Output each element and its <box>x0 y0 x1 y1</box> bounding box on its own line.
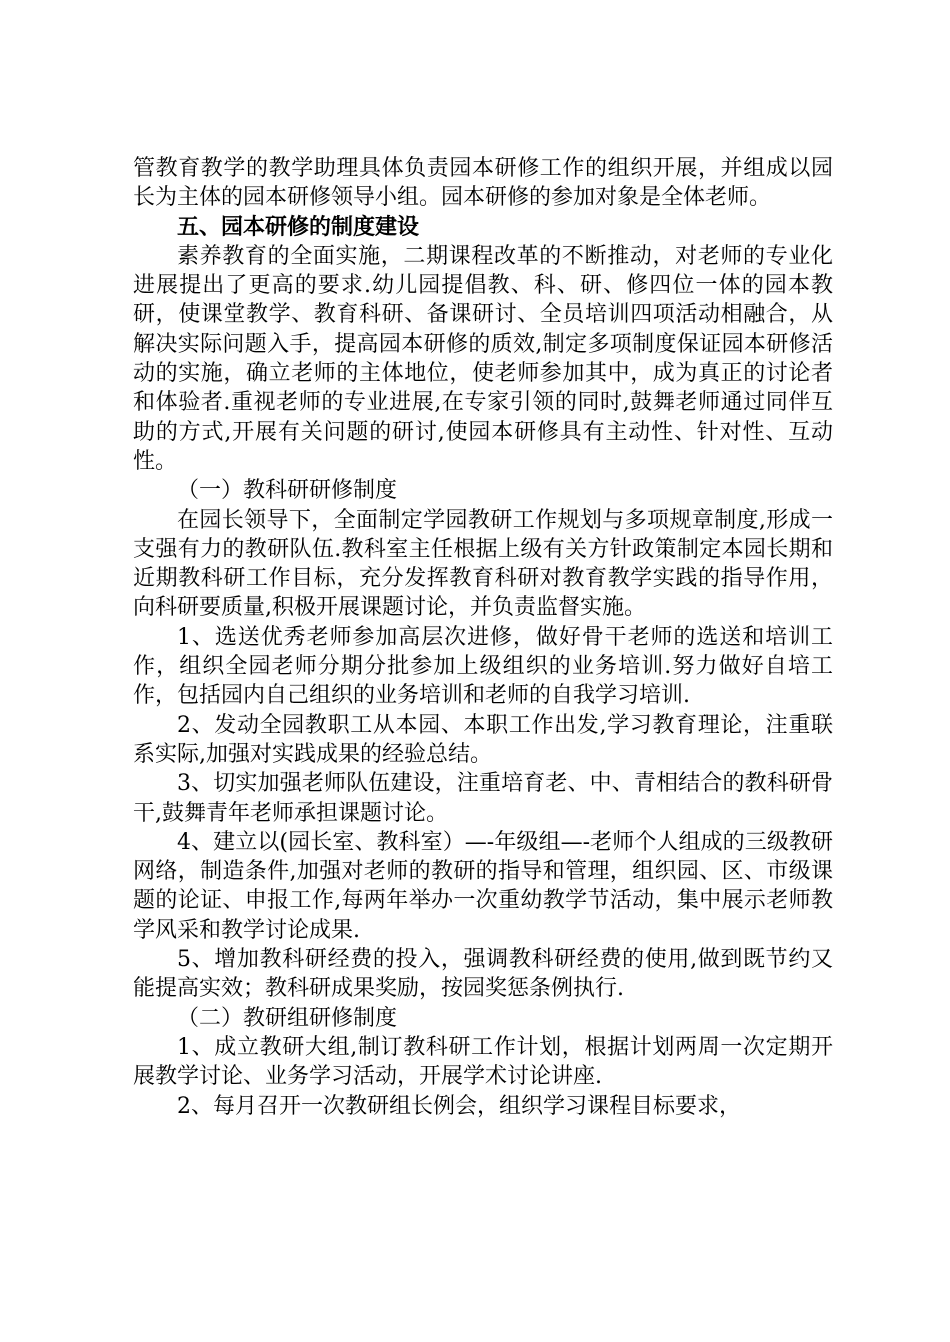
list-item-4: 4、建立以(园长室、教科室）—-年级组—-老师个人组成的三级教研网络，制造条件,加强对老师的教研的指导和管理，组织园、区、市级课题的论证、申报工作,每两年举办一次重幼教学节活动，集中展示老师教学风采和教学讨论成果. <box>133 829 833 943</box>
list-item-5: 5、增加教科研经费的投入，强调教科研经费的使用,做到既节约又能提高实效；教科研成果奖励，按园奖惩条例执行. <box>133 947 833 1002</box>
document-page <box>133 154 833 1121</box>
list-item-3: 3、切实加强老师队伍建设，注重培育老、中、青相结合的教科研骨干,鼓舞青年老师承担课题讨论。 <box>133 771 833 826</box>
paragraph-intro: 管教育教学的教学助理具体负责园本研修工作的组织开展，并组成以园长为主体的园本研修领导小组。园本研修的参加对象是全体老师。 <box>133 156 833 211</box>
subheading-1: （一）教科研研修制度 <box>177 478 398 504</box>
list-item-1: 1、选送优秀老师参加高层次进修，做好骨干老师的选送和培训工作，组织全园老师分期分批参加上级组织的业务培训.努力做好自培工作，包括园内自己组织的业务培训和老师的自我学习培训. <box>133 624 833 709</box>
subheading-2: （二）教研组研修制度 <box>177 1005 398 1031</box>
group-list-item-2: 2、每月召开一次教研组长例会，组织学习课程目标要求， <box>177 1093 741 1119</box>
list-item-2: 2、发动全园教职工从本园、本职工作出发,学习教育理论，注重联系实际,加强对实践成果的经验总结。 <box>133 712 833 767</box>
paragraph-research-system: 在园长领导下，全面制定学园教研工作规划与多项规章制度,形成一支强有力的教研队伍.教科室主任根据上级有关方针政策制定本园长期和近期教科研工作目标，充分发挥教育科研对教育教学实践的指导作用，向科研要质量,积极开展课题讨论，并负责监督实施。 <box>133 507 833 621</box>
group-list-item-1: 1、成立教研大组,制订教科研工作计划，根据计划两周一次定期开展教学讨论、业务学习活动，开展学术讨论讲座. <box>133 1034 833 1090</box>
section-heading-5: 五、园本研修的制度建设 <box>177 214 420 240</box>
paragraph-overview: 素养教育的全面实施，二期课程改革的不断推动，对老师的专业化进展提出了更高的要求.幼儿园提倡教、科、研、修四位一体的园本教研，使课堂教学、教育科研、备课研讨、全员培训四项活动相融合，从解决实际问题入手，提高园本研修的质效,制定多项制度保证园本研修活动的实施，确立老师的主体地位，使老师参加其中，成为真正的讨论者和体验者.重视老师的专业进展,在专家引领的同时,鼓舞老师通过同伴互助的方式,开展有关问题的研讨,使园本研修具有主动性、针对性、互动性。 <box>133 243 833 474</box>
